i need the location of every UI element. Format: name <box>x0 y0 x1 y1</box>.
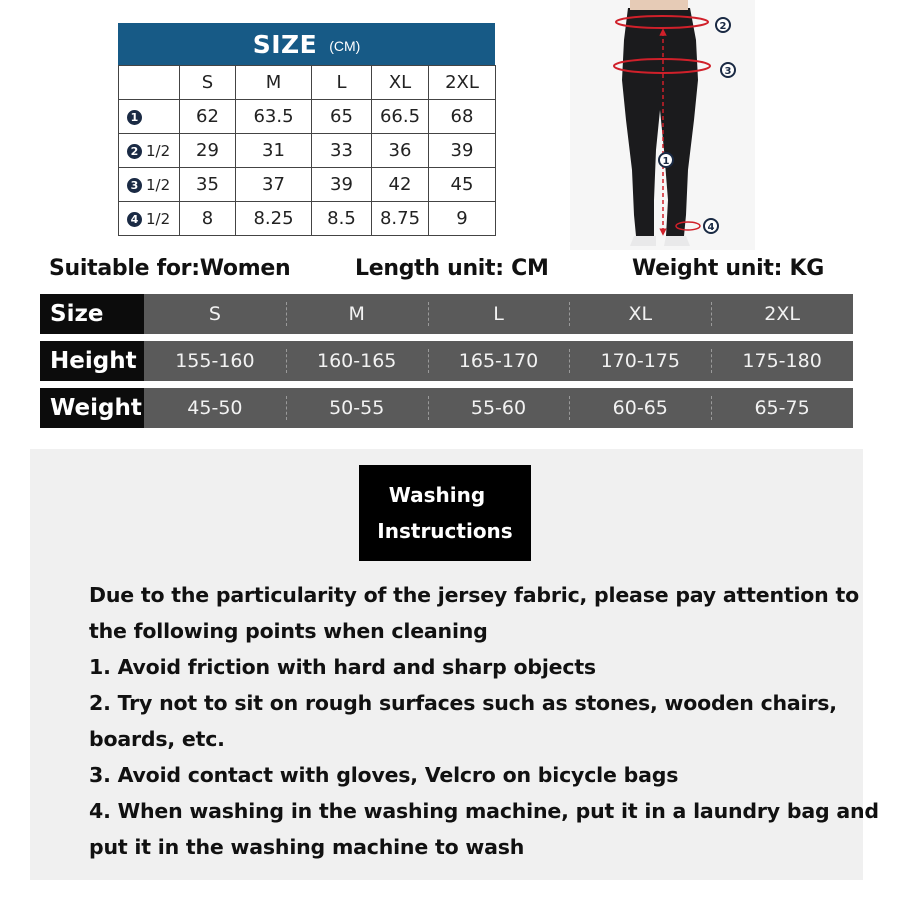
table-cell: 8 <box>180 202 236 236</box>
weight-cell: 45-50 <box>187 397 243 419</box>
marker-icon <box>659 153 673 167</box>
table-cell: 29 <box>180 134 236 168</box>
table-cell: 66.5 <box>372 100 429 134</box>
column-header: L <box>312 66 372 100</box>
table-cell: 39 <box>429 134 496 168</box>
table-row <box>119 100 496 134</box>
table-cell: 62 <box>180 100 236 134</box>
row-label: 3 1/2 <box>119 168 180 202</box>
row-label: 4 1/2 <box>119 202 180 236</box>
size-cell: L <box>428 294 570 334</box>
size-cell: M <box>286 294 428 334</box>
table-cell: 8.75 <box>372 202 429 236</box>
height-cell: 165-170 <box>428 341 570 381</box>
marker-icon <box>716 18 730 32</box>
table-cell: 8.5 <box>312 202 372 236</box>
weight-row-label: Weight <box>40 388 144 428</box>
size-chart-header <box>118 23 495 65</box>
table-cell: 45 <box>429 168 496 202</box>
weight-cell: 55-60 <box>428 388 570 428</box>
leggings-illustration <box>570 0 755 250</box>
marker-icon: 3 <box>127 178 142 193</box>
marker-icon: 4 <box>127 212 142 227</box>
instruction-line: boards, etc. <box>89 727 225 751</box>
table-cell: 63.5 <box>236 100 312 134</box>
table-row <box>119 168 496 202</box>
size-cell: 2XL <box>711 294 853 334</box>
washing-instructions-title: Washing Instructions <box>359 465 531 561</box>
table-cell: 42 <box>372 168 429 202</box>
svg-text:3: 3 <box>724 66 732 77</box>
svg-text:2: 2 <box>719 21 727 32</box>
column-header: 2XL <box>429 66 496 100</box>
weight-unit-text: Weight unit: KG <box>632 256 824 281</box>
instruction-line: 3. Avoid contact with gloves, Velcro on bicycle bags <box>89 763 679 787</box>
table-cell: 36 <box>372 134 429 168</box>
marker-icon <box>721 63 735 77</box>
instruction-line: Due to the particularity of the jersey fabric, please pay attention to <box>89 583 859 607</box>
suitable-for-text: Suitable for:Women <box>49 256 291 281</box>
height-cell: 160-165 <box>286 341 428 381</box>
size-chart-title: SIZE <box>252 29 318 59</box>
weight-cell: 50-55 <box>286 388 428 428</box>
marker-icon: 1 <box>127 110 142 125</box>
weight-cell: 65-75 <box>711 388 853 428</box>
table-header-row <box>119 66 496 100</box>
table-cell: 68 <box>429 100 496 134</box>
marker-icon <box>704 219 718 233</box>
size-chart-unit: (CM) <box>329 38 361 54</box>
table-corner-cell <box>119 66 180 100</box>
size-chart-cm <box>118 23 495 236</box>
length-unit-text: Length unit: CM <box>355 256 549 281</box>
row-label <box>119 100 180 134</box>
column-header: XL <box>372 66 429 100</box>
table-cell: 31 <box>236 134 312 168</box>
column-header: M <box>236 66 312 100</box>
column-header: S <box>180 66 236 100</box>
table-cell: 8.25 <box>236 202 312 236</box>
table-cell: 65 <box>312 100 372 134</box>
height-cell: 155-160 <box>175 350 255 372</box>
table-row <box>119 134 496 168</box>
table-cell: 33 <box>312 134 372 168</box>
size-cell: XL <box>569 294 711 334</box>
washing-instructions-text <box>89 577 879 865</box>
size-cell: S <box>208 303 221 325</box>
table-cell: 39 <box>312 168 372 202</box>
instruction-line: put it in the washing machine to wash <box>89 835 525 859</box>
washing-instructions-panel <box>30 449 879 880</box>
instruction-line: the following points when cleaning <box>89 619 488 643</box>
table-cell: 35 <box>180 168 236 202</box>
height-cell: 175-180 <box>711 341 853 381</box>
row-label: 2 1/2 <box>119 134 180 168</box>
instruction-line: 1. Avoid friction with hard and sharp objects <box>89 655 596 679</box>
size-row-label: Size <box>40 294 144 334</box>
weight-row <box>40 388 853 428</box>
height-row <box>40 341 853 381</box>
leggings-model-image <box>570 0 755 250</box>
table-cell: 9 <box>429 202 496 236</box>
table-cell: 37 <box>236 168 312 202</box>
svg-text:1: 1 <box>662 156 670 167</box>
svg-text:4: 4 <box>707 222 715 233</box>
measurement-table <box>118 65 496 236</box>
table-row <box>119 202 496 236</box>
height-cell: 170-175 <box>569 341 711 381</box>
instruction-line: 2. Try not to sit on rough surfaces such as stones, wooden chairs, <box>89 691 837 715</box>
height-row-label: Height <box>40 341 144 381</box>
marker-icon: 2 <box>127 144 142 159</box>
size-row <box>40 294 853 334</box>
instruction-line: 4. When washing in the washing machine, put it in a laundry bag and <box>89 799 879 823</box>
weight-cell: 60-65 <box>569 388 711 428</box>
